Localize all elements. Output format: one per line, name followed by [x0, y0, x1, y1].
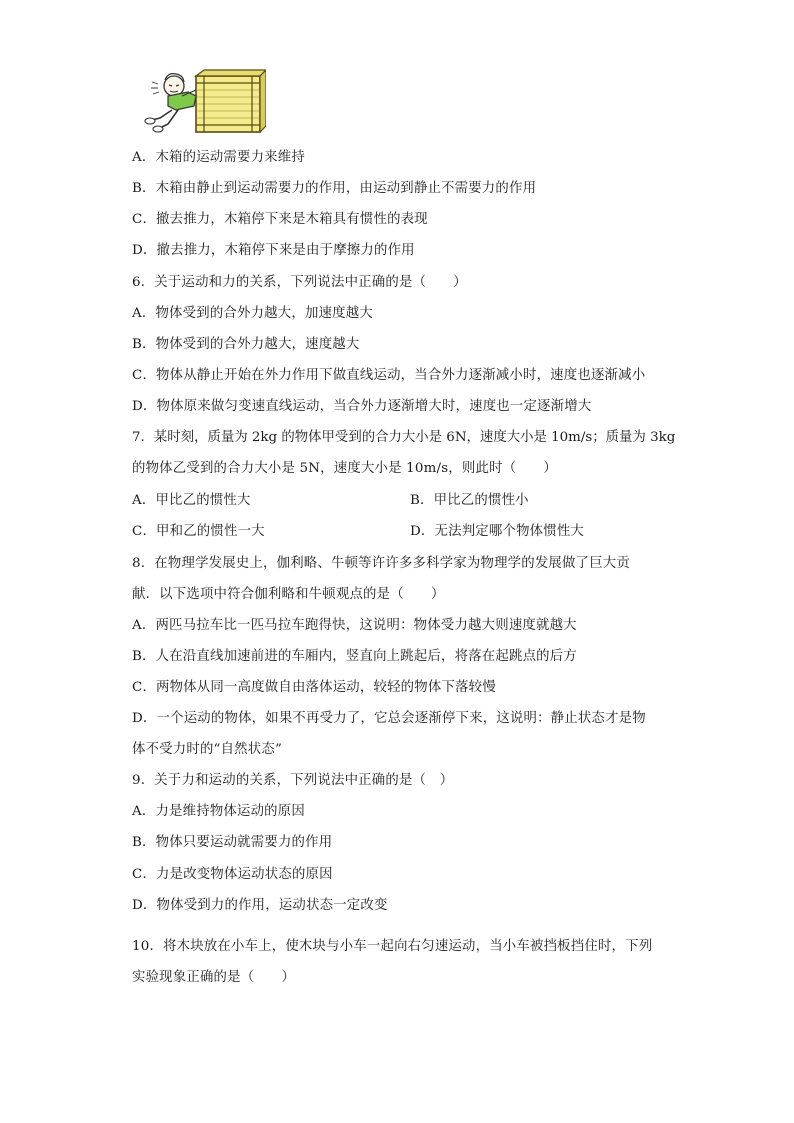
q6-option-b: B．物体受到的合外力越大，速度越大	[132, 337, 360, 352]
q9-stem: 9．关于力和运动的关系，下列说法中正确的是（ ）	[132, 773, 454, 788]
boy-pushing-crate-illustration	[138, 66, 266, 136]
q8-option-c: C．两物体从同一高度做自由落体运动，较轻的物体下落较慢	[132, 680, 496, 695]
q8-option-d: D．一个运动的物体，如果不再受力了，它总会逐渐停下来，这说明：静止状态才是物	[132, 711, 646, 726]
crate-icon	[196, 70, 266, 132]
q7-option-c: C．甲和乙的惯性一大	[132, 524, 265, 539]
q9-option-a: A．力是维持物体运动的原因	[132, 804, 305, 819]
q7-stem-line2: 的物体乙受到的合力大小是 5N，速度大小是 10m/s，则此时（ ）	[132, 461, 558, 476]
q6-option-c: C．物体从静止开始在外力作用下做直线运动，当合外力逐渐减小时，速度也逐渐减小	[132, 368, 646, 383]
q7-stem-line1: 7．某时刻，质量为 2kg 的物体甲受到的合力大小是 6N，速度大小是 10m/s；质量为 3kg	[132, 430, 676, 445]
q7-option-a: A．甲比乙的惯性大	[132, 493, 251, 508]
q5-option-c: C．撤去推力，木箱停下来是木箱具有惯性的表现	[132, 212, 428, 227]
q6-stem: 6．关于运动和力的关系，下列说法中正确的是（ ）	[132, 275, 467, 290]
q6-option-a: A．物体受到的合外力越大，加速度越大	[132, 306, 373, 321]
q8-stem-line1: 8．在物理学发展史上，伽利略、牛顿等许许多多科学家为物理学的发展做了巨大贡	[132, 556, 630, 571]
q10-stem-line2: 实验现象正确的是（ ）	[132, 970, 296, 985]
q8-option-d-continued: 体不受力时的“自然状态”	[132, 742, 282, 757]
q8-stem-line2: 献．以下选项中符合伽利略和牛顿观点的是（ ）	[132, 587, 445, 602]
q10-stem-line1: 10．将木块放在小车上，使木块与小车一起向右匀速运动，当小车被挡板挡住时，下列	[132, 939, 653, 954]
q9-option-b: B．物体只要运动就需要力的作用	[132, 835, 333, 850]
q7-option-d: D．无法判定哪个物体惯性大	[410, 524, 585, 539]
q6-option-d: D．物体原来做匀变速直线运动，当合外力逐渐增大时，速度也一定逐渐增大	[132, 399, 592, 414]
q9-option-c: C．力是改变物体运动状态的原因	[132, 867, 333, 882]
q8-option-a: A．两匹马拉车比一匹马拉车跑得快，这说明：物体受力越大则速度就越大	[132, 618, 577, 633]
q8-option-b: B．人在沿直线加速前进的车厢内，竖直向上跳起后，将落在起跳点的后方	[132, 649, 577, 664]
q7-option-b: B．甲比乙的惯性小	[410, 493, 529, 508]
q9-option-d: D．物体受到力的作用，运动状态一定改变	[132, 898, 388, 913]
q5-option-a: A．木箱的运动需要力来维持	[132, 150, 305, 165]
q5-option-d: D．撤去推力，木箱停下来是由于摩擦力的作用	[132, 243, 415, 258]
q5-option-b: B．木箱由静止到运动需要力的作用，由运动到静止不需要力的作用	[132, 181, 537, 196]
boy-icon	[145, 74, 196, 132]
